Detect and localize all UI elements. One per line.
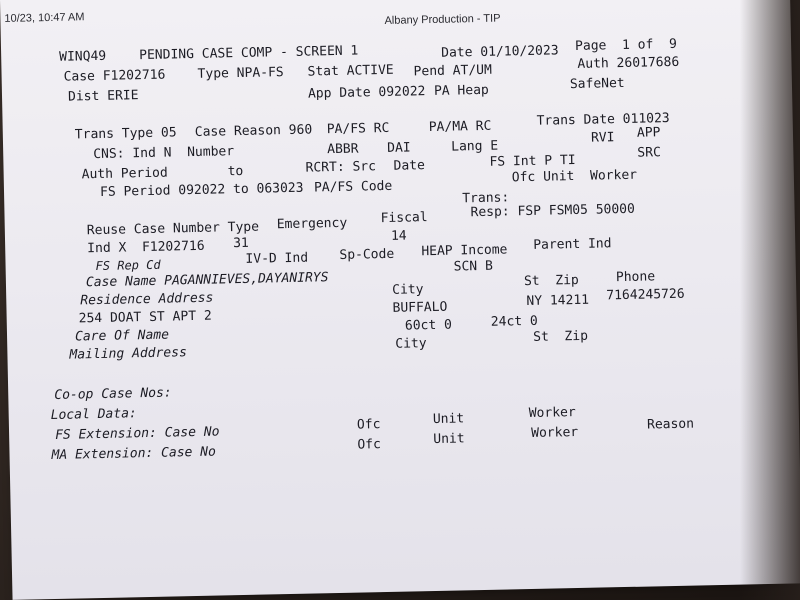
fs-ext-ofc: Ofc (356, 417, 381, 433)
heap-income: HEAP Income (421, 242, 508, 260)
fiscal-field: Fiscal (380, 210, 428, 227)
case-status: Stat ACTIVE (307, 62, 394, 80)
care-of-name: Care Of Name (74, 327, 170, 345)
pafs-code: PA/FS Code (313, 178, 393, 196)
app-date: App Date 092022 (307, 84, 426, 102)
screen-id: WINQ49 (59, 48, 107, 65)
fs-rep-cd: FS Rep Cd (95, 257, 161, 274)
screen-date: Date 01/10/2023 (441, 43, 559, 61)
safenet: SafeNet (569, 75, 625, 93)
print-datetime: 10/23, 10:47 AM (4, 11, 85, 25)
mailing-st-zip-label: St Zip (533, 328, 589, 345)
trans-label: Trans: (462, 190, 510, 207)
reuse-type-value: 31 (232, 235, 249, 252)
rcrt-src: RCRT: Src (305, 159, 377, 176)
city-value: BUFFALO (392, 299, 448, 316)
reuse-case-header: Reuse Case Number Type (86, 219, 260, 239)
residence-label: Residence Address (80, 290, 214, 309)
ct24-field: 24ct 0 (490, 313, 538, 330)
case-reason: Case Reason 960 (194, 122, 313, 140)
ma-ext-worker: Worker (531, 424, 579, 441)
trans-date: Trans Date 011023 (536, 111, 670, 129)
pend-status: Pend AT/UM (413, 62, 493, 80)
fs-period: FS Period 092022 to 063023 (99, 180, 304, 200)
fs-ext-unit: Unit (432, 411, 465, 428)
app-field: APP (636, 125, 661, 141)
st-zip-value: NY 14211 (526, 292, 590, 310)
rcrt-date: Date (393, 158, 426, 174)
ct60-field: 60ct 0 (404, 317, 453, 334)
cns-field: CNS: Ind N Number (93, 144, 235, 163)
resp-field: Resp: FSP FSM05 50000 (470, 201, 636, 221)
phone-label: Phone (615, 269, 656, 286)
sp-code: Sp-Code (339, 246, 395, 263)
rvi-field: RVI (590, 130, 615, 146)
fs-int: FS Int P TI (489, 152, 576, 170)
mailing-address-label: Mailing Address (69, 345, 187, 363)
auth-period-to: to (227, 163, 244, 180)
pafs-rc: PA/FS RC (326, 120, 390, 138)
auth-period: Auth Period (81, 165, 168, 183)
city-label: City (392, 282, 424, 298)
scn-field: SCN B (453, 258, 493, 275)
ma-ext-reason: Reason (646, 416, 695, 433)
local-data: Local Data: (50, 406, 137, 424)
auth-number: Auth 26017686 (577, 54, 680, 72)
pa-heap: PA Heap (433, 82, 489, 99)
abbr-field: ABBR (327, 141, 359, 158)
fs-ext-worker: Worker (528, 405, 576, 422)
reuse-ind: Ind X F1202716 (87, 238, 205, 257)
src-field: SRC (637, 145, 661, 161)
page-indicator: Page 1 of 9 (574, 36, 677, 54)
screen-title: PENDING CASE COMP - SCREEN 1 (139, 43, 359, 64)
ivd-ind: IV-D Ind (245, 250, 309, 267)
st-zip-label: St Zip (523, 272, 579, 290)
trans-type: Trans Type 05 (74, 125, 177, 143)
emergency-field: Emergency (276, 215, 348, 233)
lang-field: Lang E (451, 138, 499, 155)
ma-ext-unit: Unit (433, 431, 465, 448)
ofc-unit-worker: Ofc Unit Worker (511, 167, 638, 186)
case-number: Case F1202716 (63, 67, 166, 85)
street-address: 254 DOAT ST APT 2 (78, 308, 212, 327)
case-name: Case Name PAGANNIEVES,DAYANIRYS (85, 270, 329, 291)
pama-rc: PA/MA RC (428, 118, 492, 136)
case-type: Type NPA-FS (197, 65, 284, 82)
ma-ext-ofc: Ofc (357, 437, 382, 453)
fs-extension: FS Extension: Case No (54, 424, 220, 443)
mailing-city-label: City (395, 336, 427, 352)
phone-value: 7164245726 (606, 286, 685, 304)
district: Dist ERIE (67, 88, 139, 105)
dai-field: DAI (387, 140, 411, 156)
print-title: Albany Production - TIP (384, 12, 501, 27)
coop-case-nos: Co-op Case Nos: (54, 385, 172, 403)
parent-ind: Parent Ind (533, 236, 612, 253)
ma-extension: MA Extension: Case No (51, 444, 217, 464)
fiscal-value: 14 (390, 228, 407, 244)
